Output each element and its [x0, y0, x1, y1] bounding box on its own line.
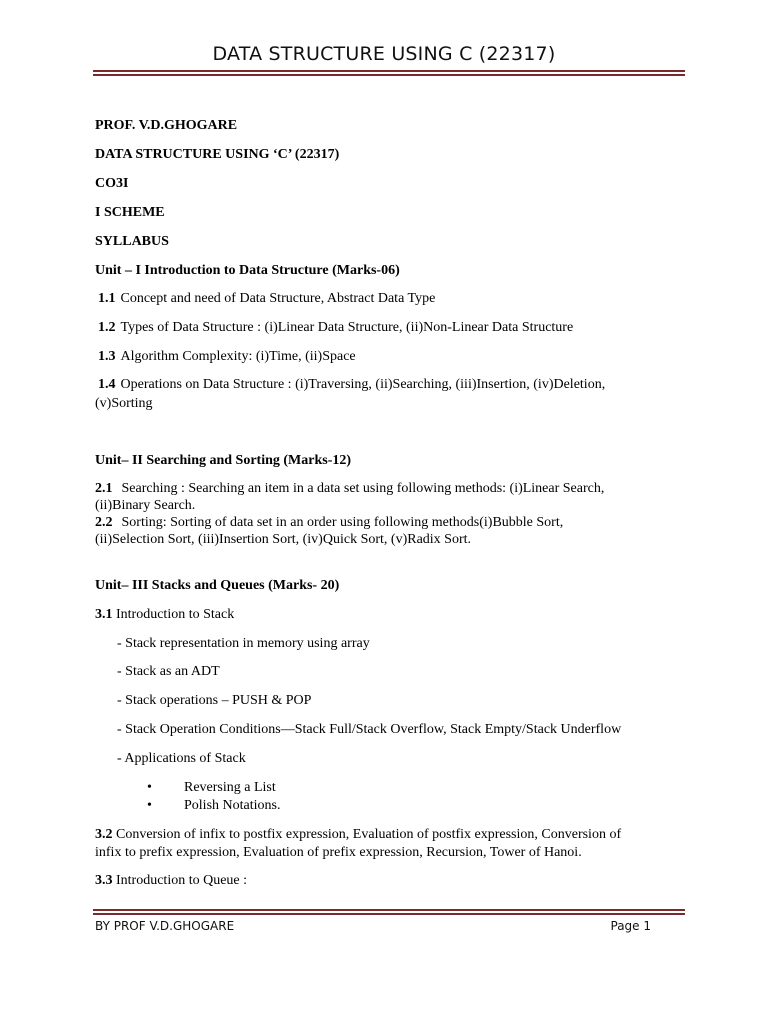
bullet-list-item: [147, 798, 281, 814]
course-line: CO3I: [95, 176, 129, 191]
syllabus-heading: SYLLABUS: [95, 234, 169, 249]
unit3-item-3-2: [95, 827, 621, 843]
header-rule: [93, 70, 685, 76]
item-number: 3.3: [95, 873, 113, 888]
unit3-item-3-3: [95, 873, 247, 889]
item-number: 2.2: [95, 515, 113, 530]
unit1-title: Unit – I Introduction to Data Structure (Marks-06): [95, 263, 400, 278]
footer-author: BY PROF V.D.GHOGARE: [95, 919, 235, 933]
bullet-text: Polish Notations.: [184, 798, 281, 813]
bullet-list-item: [147, 780, 276, 796]
item-number: 1.4: [98, 377, 116, 392]
unit2-item-2: [95, 515, 563, 531]
item-text: Operations on Data Structure : (i)Traversing, (ii)Searching, (iii)Insertion, (iv)Deletion,: [120, 377, 606, 392]
subject-line: DATA STRUCTURE USING ‘C’ (22317): [95, 147, 340, 162]
item-text: Introduction to Stack: [116, 607, 235, 622]
unit1-item-4: [98, 377, 605, 393]
footer-page-number: Page 1: [610, 919, 651, 933]
unit3-item-3-1: [95, 607, 234, 623]
item-number: 3.2: [95, 827, 113, 842]
unit1-item-1: [98, 291, 435, 307]
author-line: PROF. V.D.GHOGARE: [95, 118, 238, 133]
unit3-item-3-2-cont: infix to prefix expression, Evaluation of prefix expression, Recursion, Tower of Hanoi.: [95, 845, 582, 860]
stack-subitem: - Stack Operation Conditions—Stack Full/Stack Overflow, Stack Empty/Stack Underflow: [117, 722, 622, 737]
item-number: 1.1: [98, 291, 116, 306]
unit2-item-1: [95, 481, 604, 497]
unit1-item-3: [98, 349, 356, 365]
item-number: 3.1: [95, 607, 113, 622]
unit2-item-2-cont: (ii)Selection Sort, (iii)Insertion Sort, (iv)Quick Sort, (v)Radix Sort.: [95, 532, 472, 547]
item-text: Concept and need of Data Structure, Abstract Data Type: [120, 291, 436, 306]
unit1-item-2: [98, 320, 573, 336]
scheme-line: I SCHEME: [95, 205, 165, 220]
item-text: Conversion of infix to postfix expression, Evaluation of postfix expression, Conversion of: [116, 827, 622, 842]
item-number: 1.3: [98, 349, 116, 364]
item-text: Sorting: Sorting of data set in an order using following methods(i)Bubble Sort,: [121, 515, 564, 530]
stack-subitem: - Stack as an ADT: [117, 664, 220, 679]
unit3-title: Unit– III Stacks and Queues (Marks- 20): [95, 578, 340, 593]
unit1-item-4-cont: (v)Sorting: [95, 396, 153, 411]
item-text: Algorithm Complexity: (i)Time, (ii)Space: [120, 349, 356, 364]
footer-rule: [93, 909, 685, 915]
stack-subitem: - Stack operations – PUSH & POP: [117, 693, 312, 708]
item-text: Searching : Searching an item in a data set using following methods: (i)Linear Search,: [121, 481, 605, 496]
unit2-title: Unit– II Searching and Sorting (Marks-12): [95, 453, 352, 468]
stack-subitem: - Applications of Stack: [117, 751, 246, 766]
bullet-icon: •: [147, 798, 152, 813]
page-header-title: DATA STRUCTURE USING C (22317): [212, 43, 556, 65]
item-number: 1.2: [98, 320, 116, 335]
unit2-item-1-cont: (ii)Binary Search.: [95, 498, 196, 513]
item-text: Introduction to Queue :: [116, 873, 248, 888]
bullet-icon: •: [147, 780, 152, 795]
stack-subitem: - Stack representation in memory using array: [117, 636, 370, 651]
item-text: Types of Data Structure : (i)Linear Data Structure, (ii)Non-Linear Data Structure: [120, 320, 574, 335]
bullet-text: Reversing a List: [184, 780, 276, 795]
item-number: 2.1: [95, 481, 113, 496]
